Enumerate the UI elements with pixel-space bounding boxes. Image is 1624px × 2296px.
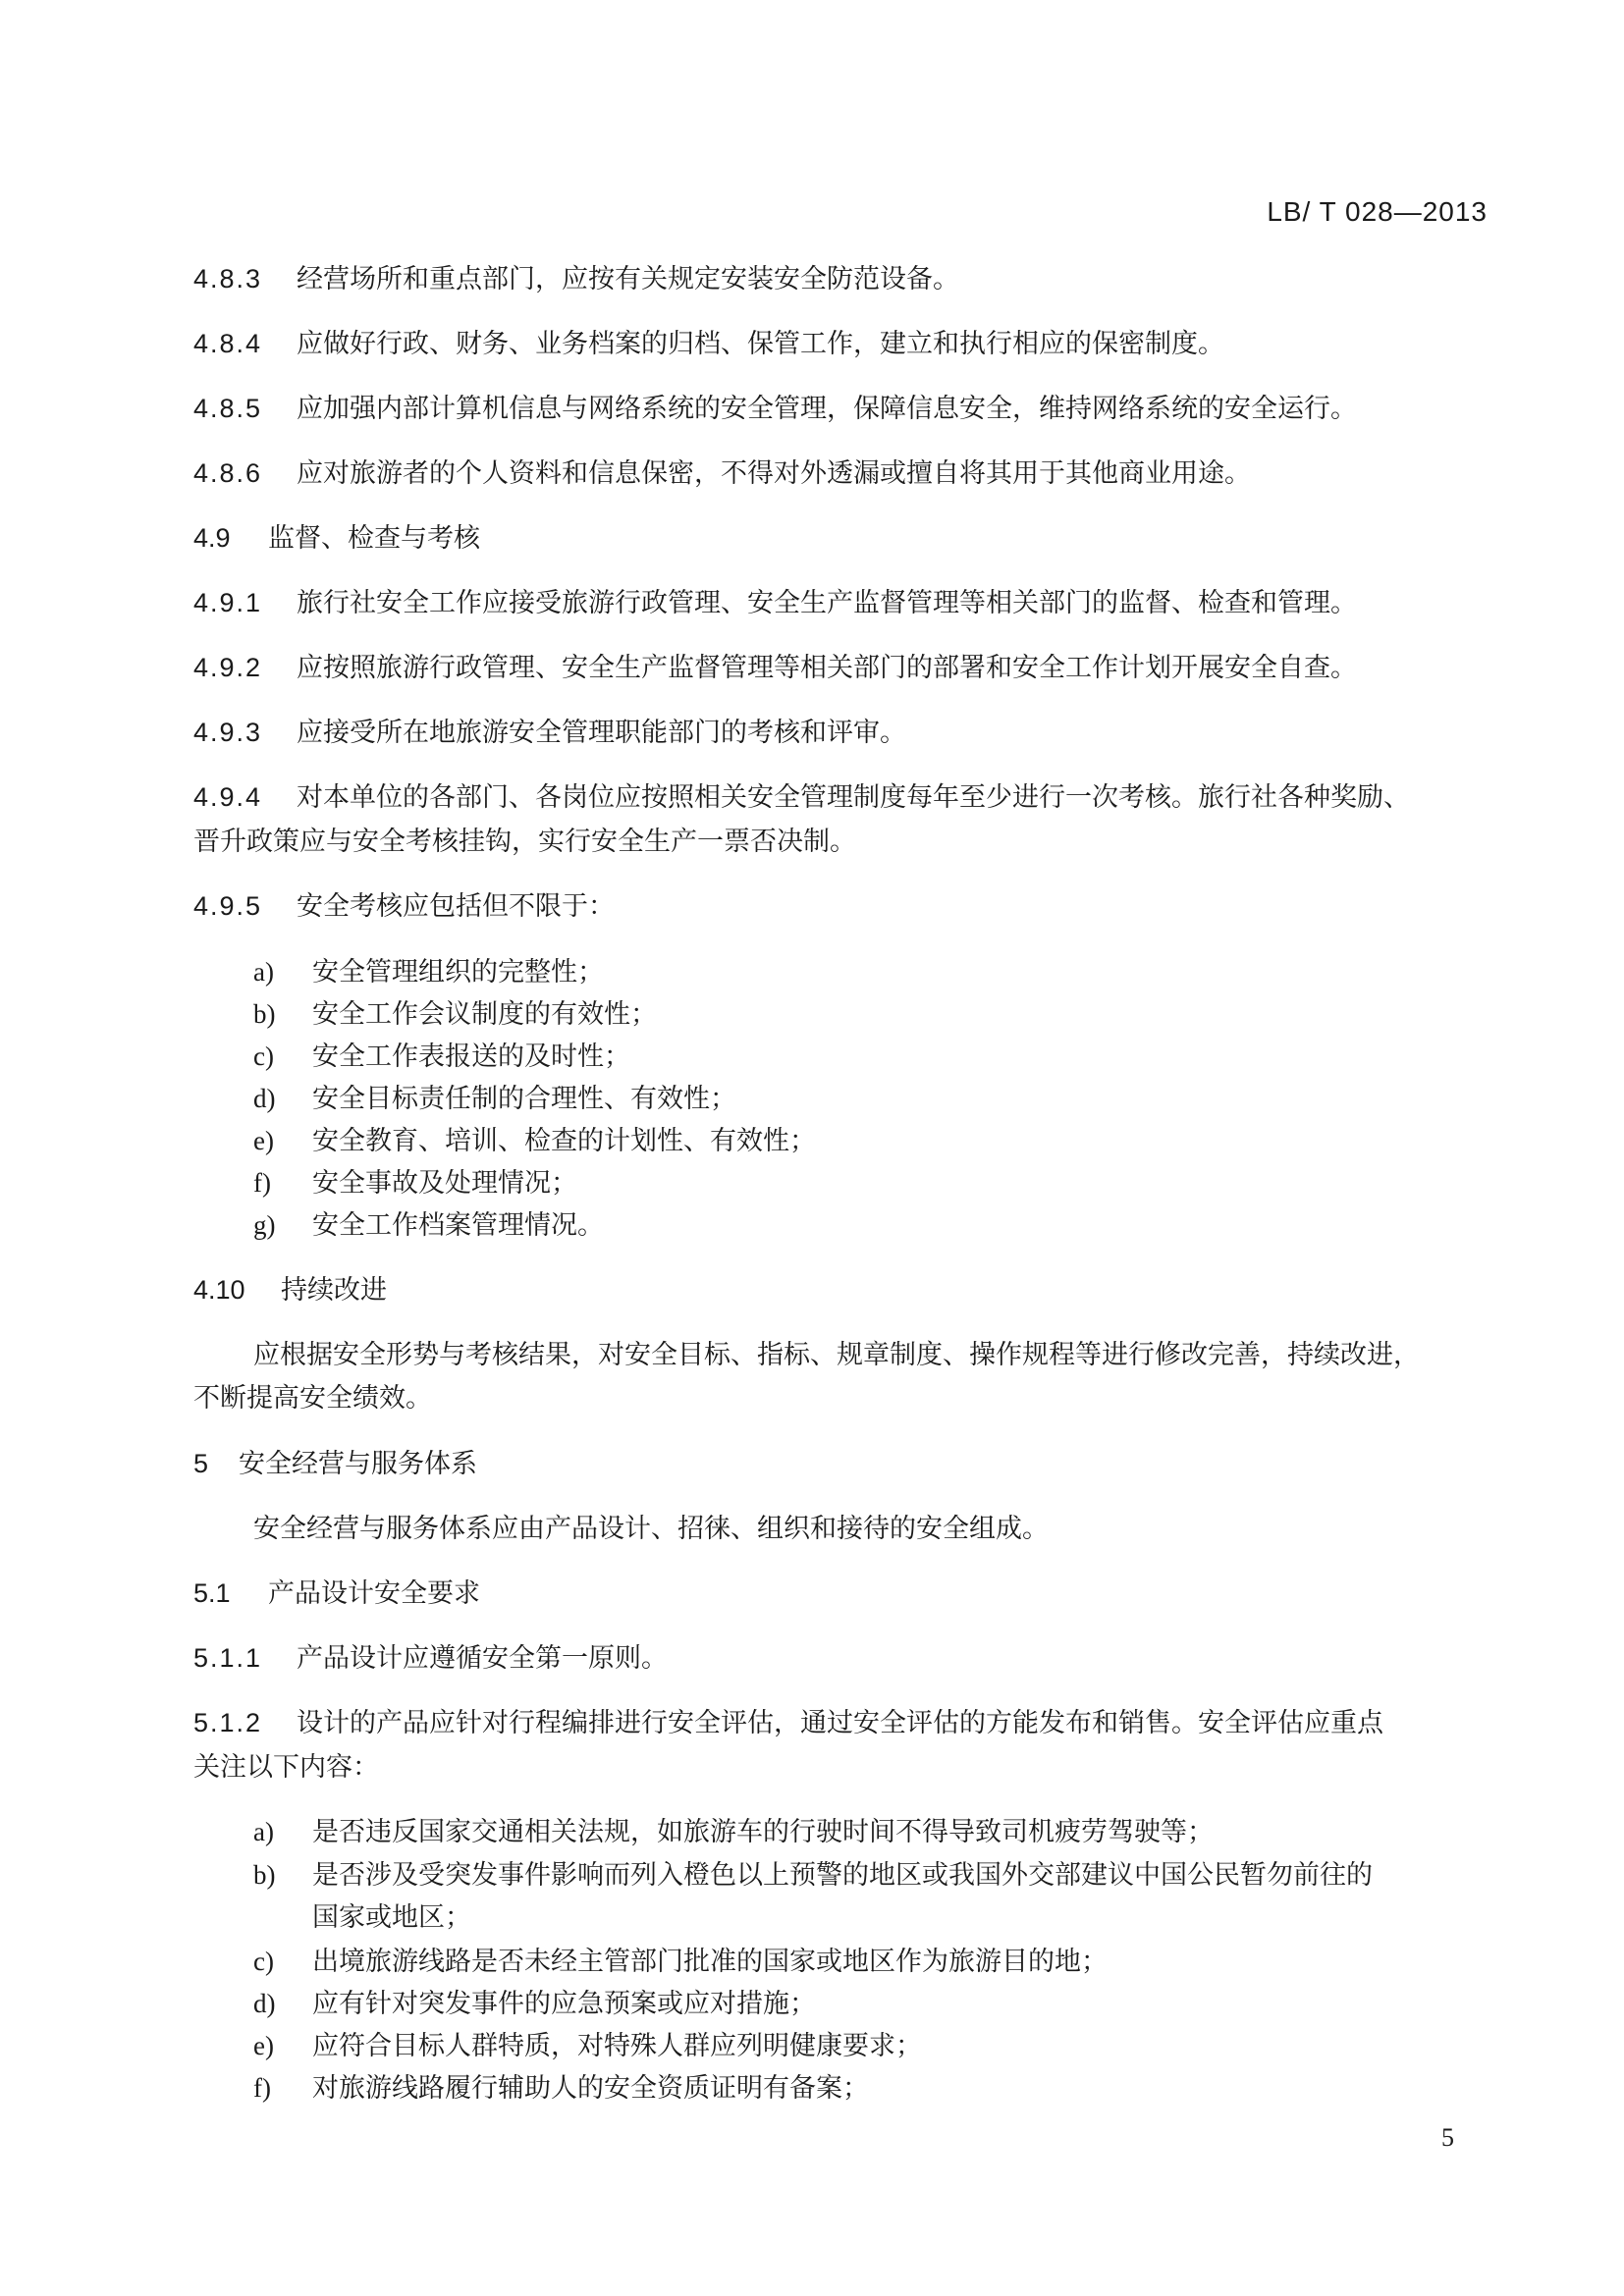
list-item-label: b) xyxy=(253,999,276,1029)
clause-number: 4.9.2 xyxy=(193,653,263,682)
clause-text: 产品设计应遵循安全第一原则。 xyxy=(297,1643,668,1674)
chapter-heading: 安全经营与服务体系 xyxy=(239,1449,477,1479)
section-heading: 产品设计安全要求 xyxy=(268,1578,480,1609)
list-item-label: c) xyxy=(253,1947,274,1976)
section-heading: 监督、检查与考核 xyxy=(268,523,480,554)
clause-text: 应接受所在地旅游安全管理职能部门的考核和评审。 xyxy=(297,718,906,748)
list-item-text: 安全管理组织的完整性； xyxy=(312,957,604,988)
list-item-text: 是否涉及受突发事件影响而列入橙色以上预警的地区或我国外交部建议中国公民暂勿前往的 xyxy=(312,1860,1373,1891)
clause-text: 应对旅游者的个人资料和信息保密，不得对外透漏或擅自将其用于其他商业用途。 xyxy=(297,458,1251,489)
clause-number: 4.8.4 xyxy=(193,329,263,358)
list-item-text: 安全工作档案管理情况。 xyxy=(312,1210,604,1241)
list-item-text: 对旅游线路履行辅助人的安全资质证明有备案； xyxy=(312,2073,869,2104)
chapter-number: 5 xyxy=(193,1449,209,1478)
page-number: 5 xyxy=(1441,2123,1454,2152)
clause-text: 设计的产品应针对行程编排进行安全评估，通过安全评估的方能发布和销售。安全评估应重点 xyxy=(297,1708,1383,1738)
clause-number: 4.8.6 xyxy=(193,458,263,488)
list-item-text: 是否违反国家交通相关法规，如旅游车的行驶时间不得导致司机疲劳驾驶等； xyxy=(312,1817,1214,1847)
list-item-text: 安全工作表报送的及时性； xyxy=(312,1041,630,1072)
list-item-text: 安全工作会议制度的有效性； xyxy=(312,999,657,1030)
clause-number: 4.8.5 xyxy=(193,394,263,423)
clause-text: 对本单位的各部门、各岗位应按照相关安全管理制度每年至少进行一次考核。旅行社各种奖励、 xyxy=(297,782,1410,813)
list-item-label: d) xyxy=(253,1989,276,2018)
section-number: 5.1 xyxy=(193,1578,231,1608)
paragraph-text: 安全经营与服务体系应由产品设计、招徕、组织和接待的安全组成。 xyxy=(253,1514,1049,1544)
list-item-label: b) xyxy=(253,1860,276,1890)
list-item-text-continued: 国家或地区； xyxy=(312,1902,471,1933)
list-item-text: 应有针对突发事件的应急预案或应对措施； xyxy=(312,1989,816,2019)
section-number: 4.9 xyxy=(193,523,231,553)
clause-number: 4.9.1 xyxy=(193,588,263,617)
clause-text: 应做好行政、财务、业务档案的归档、保管工作，建立和执行相应的保密制度。 xyxy=(297,329,1224,359)
paragraph-text-continued: 不断提高安全绩效。 xyxy=(193,1383,432,1414)
clause-number: 5.1.1 xyxy=(193,1643,263,1673)
list-item-text: 应符合目标人群特质，对特殊人群应列明健康要求； xyxy=(312,2031,922,2061)
clause-text-continued: 关注以下内容： xyxy=(193,1752,379,1783)
section-heading: 持续改进 xyxy=(281,1275,387,1306)
clause-number: 4.9.3 xyxy=(193,718,263,747)
clause-number: 5.1.2 xyxy=(193,1708,263,1737)
clause-number: 4.9.4 xyxy=(193,782,263,812)
list-item-label: f) xyxy=(253,2073,271,2103)
list-item-label: a) xyxy=(253,1817,274,1846)
clause-text: 旅行社安全工作应接受旅游行政管理、安全生产监督管理等相关部门的监督、检查和管理。 xyxy=(297,588,1357,618)
list-item-label: f) xyxy=(253,1168,271,1198)
list-item-label: e) xyxy=(253,2031,274,2060)
clause-text: 安全考核应包括但不限于： xyxy=(297,891,615,922)
list-item-label: a) xyxy=(253,957,274,987)
standard-code-header: LB/ T 028—2013 xyxy=(1267,196,1488,227)
clause-number: 4.8.3 xyxy=(193,264,263,294)
list-item-text: 安全教育、培训、检查的计划性、有效性； xyxy=(312,1126,816,1156)
clause-text: 经营场所和重点部门，应按有关规定安装安全防范设备。 xyxy=(297,264,959,294)
list-item-text: 安全事故及处理情况； xyxy=(312,1168,577,1199)
clause-text: 应加强内部计算机信息与网络系统的安全管理，保障信息安全，维持网络系统的安全运行。 xyxy=(297,394,1357,424)
clause-text-continued: 晋升政策应与安全考核挂钩，实行安全生产一票否决制。 xyxy=(193,827,856,857)
list-item-label: e) xyxy=(253,1126,274,1155)
list-item-label: d) xyxy=(253,1084,276,1113)
list-item-label: g) xyxy=(253,1210,276,1240)
list-item-text: 安全目标责任制的合理性、有效性； xyxy=(312,1084,736,1114)
section-number: 4.10 xyxy=(193,1275,245,1305)
clause-text: 应按照旅游行政管理、安全生产监督管理等相关部门的部署和安全工作计划开展安全自查。 xyxy=(297,653,1357,683)
clause-number: 4.9.5 xyxy=(193,891,263,921)
list-item-label: c) xyxy=(253,1041,274,1071)
list-item-text: 出境旅游线路是否未经主管部门批准的国家或地区作为旅游目的地； xyxy=(312,1947,1108,1977)
paragraph-text: 应根据安全形势与考核结果，对安全目标、指标、规章制度、操作规程等进行修改完善，持续改进， xyxy=(253,1340,1420,1370)
